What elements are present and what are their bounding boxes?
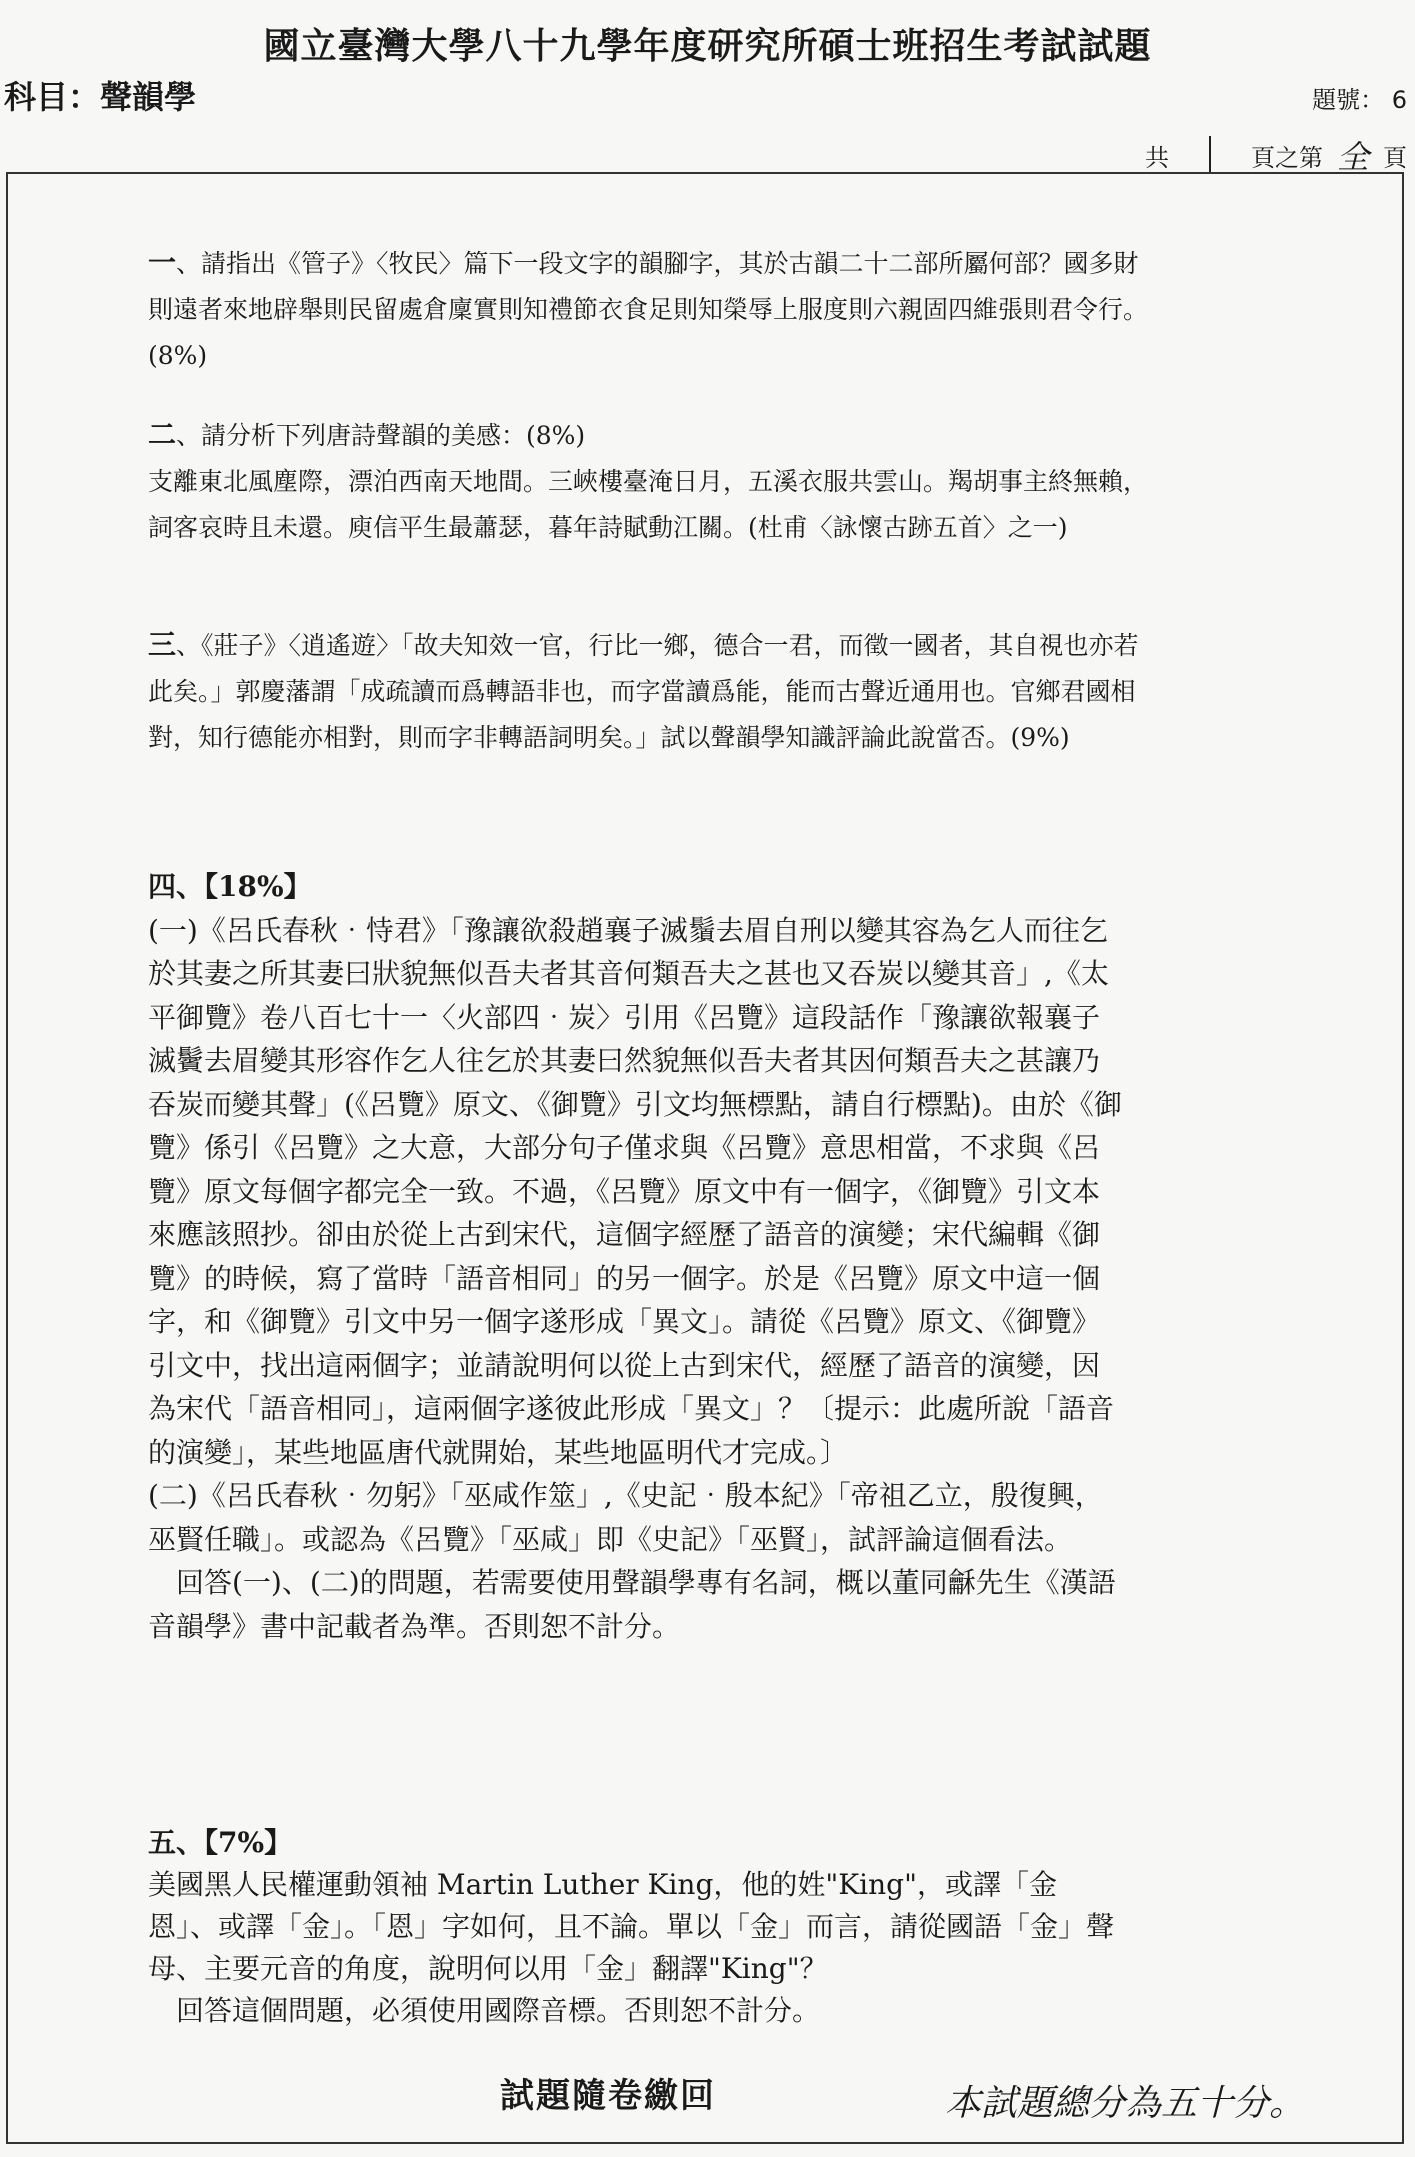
question-number: 題號： 6 xyxy=(1312,86,1407,114)
question-1-number: 一 xyxy=(148,246,177,279)
question-4-note: 回答(一)、(二)的問題，若需要使用聲韻學專有名詞，概以董同龢先生《漢語音韻學》書中記載者為準。否則恕不計分。 xyxy=(148,1566,1116,1643)
question-5-text: 美國黑人民權運動領袖 Martin Luther King，他的姓"King"，或譯「金恩」、或譯「金」。「恩」字如何，且不論。單以「金」而言，請從國語「金」聲母、主要元音的角度，說明何以用「金」翻譯"King"？ xyxy=(148,1868,1115,1985)
question-5 xyxy=(148,1822,1123,2032)
question-1 xyxy=(148,240,1148,379)
question-3-number: 三 xyxy=(148,628,177,661)
question-3 xyxy=(148,622,1148,761)
divider xyxy=(1209,136,1211,174)
question-2 xyxy=(148,412,1148,551)
page-of-label: 頁之第 xyxy=(1250,143,1323,172)
page-end-label: 頁 xyxy=(1383,143,1407,172)
page-handwritten: 全 xyxy=(1336,138,1369,176)
page-total-label: 共 xyxy=(1144,143,1169,172)
question-4-part-2: (二)《呂氏春秋‧勿躬》「巫咸作筮」,《史記‧殷本紀》「帝祖乙立，殷復興，巫賢任職」。或認為《呂覽》「巫咸」即《史記》「巫賢」，試評論這個看法。 xyxy=(148,1479,1103,1556)
question-3-text: 、《莊子》〈逍遙遊〉「故夫知效一官，行比一鄉，德合一君，而徵一國者，其自視也亦若此矣。」郭慶藩謂「成疏讀而爲轉語非也，而字當讀爲能，能而古聲近通用也。官鄉君國相對，知行德能亦相對，則而字非轉語詞明矣。」試以聲韻學知識評論此說當否。(9%) xyxy=(148,631,1139,752)
question-5-note: 回答這個問題，必須使用國際音標。否則恕不計分。 xyxy=(176,1994,821,2027)
return-stamp: 試題隨卷繳回 xyxy=(500,2076,716,2116)
question-4-part-1: (一)《呂氏春秋‧恃君》「豫讓欲殺趙襄子滅鬚去眉自刑以變其容為乞人而往乞於其妻之所其妻曰狀貌無似吾夫者其音何類吾夫之甚也又吞炭以變其音」,《太平御覽》卷八百七十一〈火部四‧炭〉引用《呂覽》這段話作「豫讓欲報襄子滅鬢去眉變其形容作乞人往乞於其妻曰然貌無似吾夫者其因何類吾夫之甚讓乃吞炭而變其聲」(《呂覽》原文、《御覽》引文均無標點，請自行標點)。由於《御覽》係引《呂覽》之大意，大部分句子僅求與《呂覽》意思相當，不求與《呂覽》原文每個字都完全一致。不過，《呂覽》原文中有一個字，《御覽》引文本來應該照抄。卻由於從上古到宋代，這個字經歷了語音的演變；宋代編輯《御覽》的時候，寫了當時「語音相同」的另一個字。於是《呂覽》原文中這一個字，和《御覽》引文中另一個字遂形成「異文」。請從《呂覽》原文、《御覽》引文中，找出這兩個字；並請說明何以從上古到宋代，經歷了語音的演變，因為宋代「語音相同」，這兩個字遂彼此形成「異文」？〔提示：此處所說「語音的演變」，某些地區唐代就開始，某些地區明代才完成。〕 xyxy=(148,913,1122,1469)
question-2-text: 、請分析下列唐詩聲韻的美感：(8%) xyxy=(176,421,586,450)
question-5-heading: 五、【7%】 xyxy=(148,1826,293,1859)
total-score-note: 本試題總分為五十分。 xyxy=(945,2083,1306,2124)
question-4 xyxy=(148,865,1123,1648)
question-2-number: 二 xyxy=(148,418,177,451)
subject-label: 科目：聲韻學 xyxy=(4,78,197,116)
question-1-text: 、請指出《管子》〈牧民〉篇下一段文字的韻腳字，其於古韻二十二部所屬何部？國多財則遠者來地辟舉則民留處倉廩實則知禮節衣食足則知榮辱上服度則六親固四維張則君令行。(8%) xyxy=(148,249,1149,370)
question-4-heading: 四、【18%】 xyxy=(148,870,312,903)
exam-title: 國立臺灣大學八十九學年度研究所碩士班招生考試試題 xyxy=(263,25,1152,67)
question-2-poem: 支離東北風塵際，漂泊西南天地間。三峽樓臺淹日月，五溪衣服共雲山。羯胡事主終無賴，詞客哀時且未還。庾信平生最蕭瑟，暮年詩賦動江關。(杜甫〈詠懷古跡五首〉之一) xyxy=(148,467,1149,542)
